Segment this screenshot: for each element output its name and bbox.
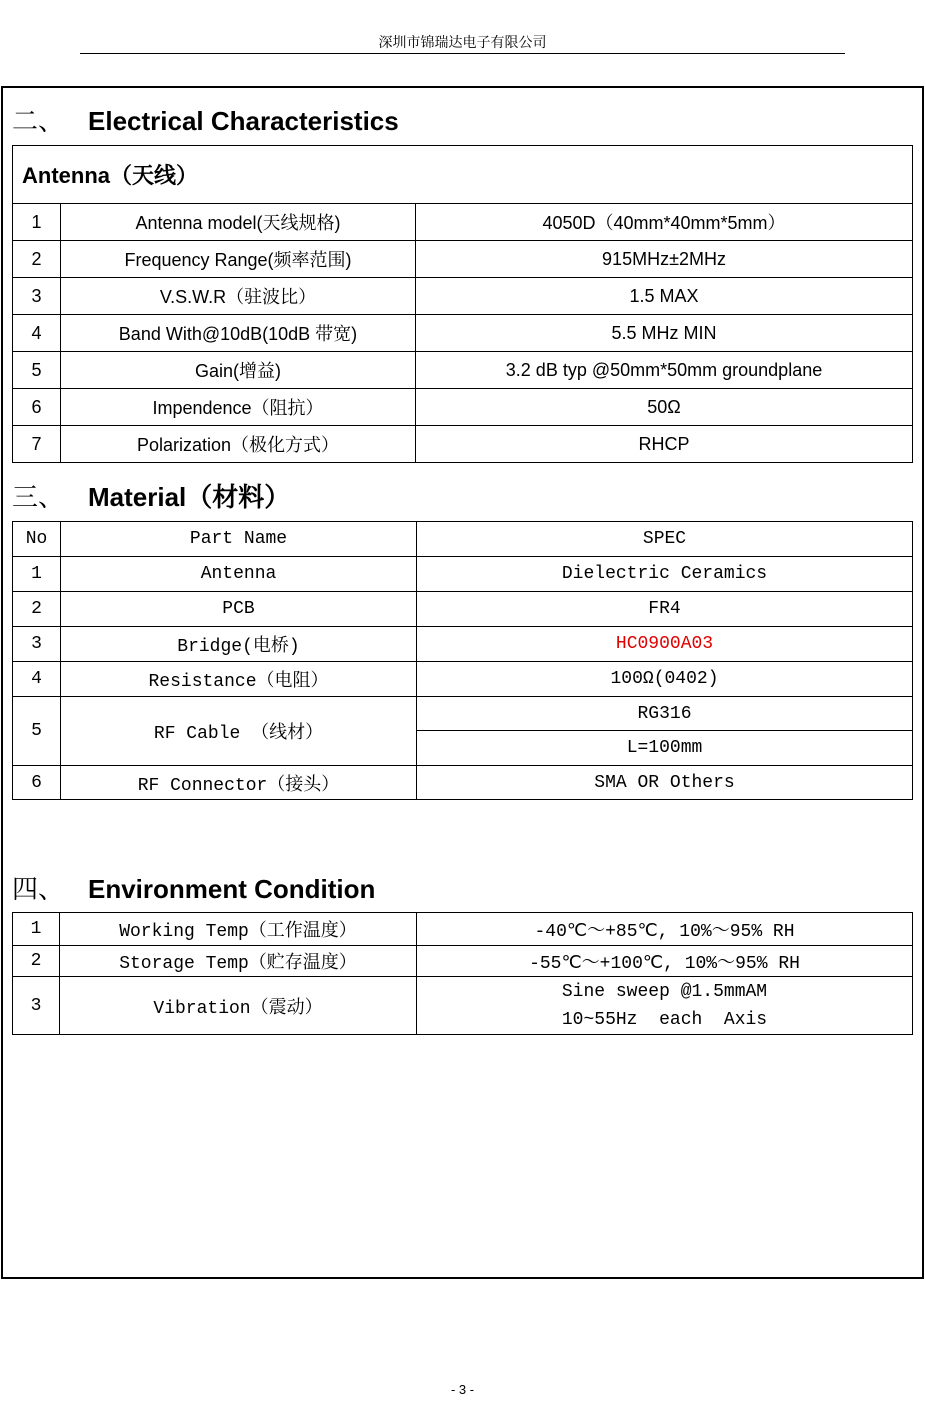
table-row <box>13 204 913 241</box>
table-row <box>13 627 913 662</box>
row-number: 1 <box>13 204 61 241</box>
table-row <box>13 913 913 946</box>
row-number: 7 <box>13 426 61 463</box>
table-row <box>13 697 913 731</box>
part-spec-secondary: L=100mm <box>417 731 913 766</box>
row-number: 2 <box>13 946 60 977</box>
table-row <box>13 557 913 592</box>
material-table <box>12 521 913 800</box>
part-spec: FR4 <box>417 592 913 627</box>
table-row <box>13 389 913 426</box>
row-number: 1 <box>13 913 60 946</box>
table-heading-row <box>13 146 913 204</box>
table-row <box>13 241 913 278</box>
part-name: Antenna <box>61 557 417 592</box>
section-number: 二、 <box>12 106 65 136</box>
parameter-value: 3.2 dB typ @50mm*50mm groundplane <box>416 352 913 389</box>
row-number: 6 <box>13 389 61 426</box>
parameter-value: RHCP <box>416 426 913 463</box>
parameter-name: Gain(增益) <box>61 352 416 389</box>
table-row <box>13 352 913 389</box>
condition-value: -40℃～+85℃, 10%～95% RH <box>417 913 913 946</box>
antenna-table <box>12 145 913 463</box>
row-number: 4 <box>13 315 61 352</box>
table-row <box>13 426 913 463</box>
parameter-name: Frequency Range(频率范围) <box>61 241 416 278</box>
section-environment-title <box>12 869 375 906</box>
part-spec: 100Ω(0402) <box>417 662 913 697</box>
antenna-heading: Antenna（天线） <box>13 146 913 204</box>
parameter-name: Band With@10dB(10dB 带宽) <box>61 315 416 352</box>
part-spec: Dielectric Ceramics <box>417 557 913 592</box>
condition-value: -55℃～+100℃, 10%～95% RH <box>417 946 913 977</box>
table-row <box>13 977 913 1035</box>
part-spec-highlighted: HC0900A03 <box>417 627 913 662</box>
row-number: 3 <box>13 977 60 1035</box>
table-row <box>13 278 913 315</box>
column-header-spec: SPEC <box>417 522 913 557</box>
part-name: RF Connector（接头） <box>61 766 417 800</box>
table-row <box>13 766 913 800</box>
condition-name: Working Temp（工作温度） <box>60 913 417 946</box>
part-name: RF Cable （线材） <box>61 697 417 766</box>
row-number: 2 <box>13 592 61 627</box>
parameter-name: V.S.W.R（驻波比） <box>61 278 416 315</box>
condition-name: Vibration（震动） <box>60 977 417 1035</box>
section-title-text: Environment Condition <box>88 874 376 904</box>
part-spec: SMA OR Others <box>417 766 913 800</box>
table-row <box>13 315 913 352</box>
row-number: 3 <box>13 278 61 315</box>
column-header-no: No <box>13 522 61 557</box>
section-title-text: Material（材料） <box>88 482 291 512</box>
page-number: - 3 - <box>450 1382 475 1397</box>
condition-value-cell <box>417 977 913 1035</box>
section-number: 四、 <box>12 874 65 904</box>
section-title-text: Electrical Characteristics <box>88 106 399 136</box>
condition-name: Storage Temp（贮存温度） <box>60 946 417 977</box>
table-row <box>13 592 913 627</box>
part-spec: RG316 <box>417 697 913 731</box>
company-name: 深圳市锦瑞达电子有限公司 <box>378 34 547 50</box>
column-header-part-name: Part Name <box>61 522 417 557</box>
table-header-row <box>13 522 913 557</box>
parameter-value: 4050D（40mm*40mm*5mm） <box>416 204 913 241</box>
section-electrical-title <box>12 101 399 138</box>
parameter-value: 1.5 MAX <box>416 278 913 315</box>
parameter-name: Impendence（阻抗） <box>61 389 416 426</box>
parameter-value: 50Ω <box>416 389 913 426</box>
condition-value: Sine sweep @1.5mmAM <box>561 981 768 1002</box>
part-name: Bridge(电桥) <box>61 627 417 662</box>
parameter-name: Polarization（极化方式） <box>61 426 416 463</box>
row-number: 4 <box>13 662 61 697</box>
environment-table <box>12 912 913 1035</box>
row-number: 6 <box>13 766 61 800</box>
row-number: 3 <box>13 627 61 662</box>
table-row <box>13 662 913 697</box>
row-number: 5 <box>13 352 61 389</box>
row-number: 2 <box>13 241 61 278</box>
parameter-value: 915MHz±2MHz <box>416 241 913 278</box>
header-divider <box>80 53 845 54</box>
parameter-name: Antenna model(天线规格) <box>61 204 416 241</box>
condition-value-secondary: 10~55Hz each Axis <box>561 1009 768 1030</box>
part-name: Resistance（电阻） <box>61 662 417 697</box>
parameter-value: 5.5 MHz MIN <box>416 315 913 352</box>
section-material-title <box>12 477 290 514</box>
row-number: 5 <box>13 697 61 766</box>
section-number: 三、 <box>12 482 65 512</box>
table-row <box>13 946 913 977</box>
row-number: 1 <box>13 557 61 592</box>
part-name: PCB <box>61 592 417 627</box>
